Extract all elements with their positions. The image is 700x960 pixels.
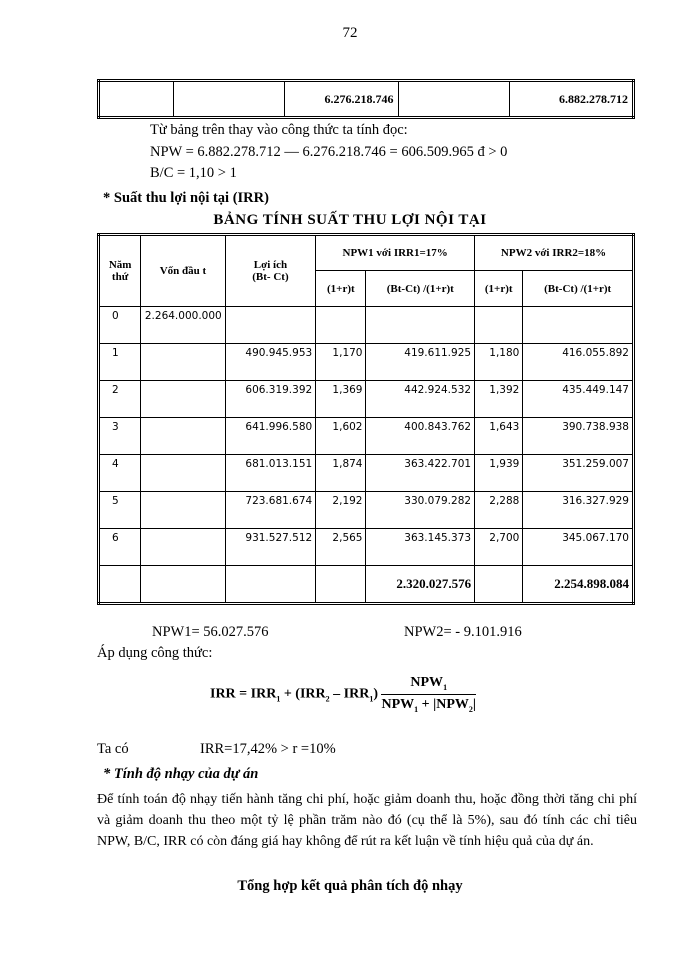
table-row [99,418,634,455]
npw2-result: NPW2= - 9.101.916 [404,624,522,640]
row-year: 6 [99,529,141,566]
row-factor-2: 1,939 [475,455,523,492]
table-row [99,381,634,418]
row-benefit: 641.996.580 [225,418,316,455]
header-benefit [225,235,316,307]
row-discounted-1: 419.611.925 [366,344,475,381]
row-benefit: 606.319.392 [225,381,316,418]
top-cell-a: 6.276.218.746 [285,81,398,118]
table-row [99,344,634,381]
header-npw2: NPW2 với IRR2=18% [475,235,634,271]
row-invest [141,418,225,455]
table-row [99,307,634,344]
row-discounted-1: 363.145.373 [366,529,475,566]
sensitivity-paragraph: Để tính toán độ nhạy tiến hành tăng chi phí, hoặc giảm doanh thu, hoặc đồng thời tăng chi phí và giảm doanh thu theo một tỷ lệ phần trăm nào đó (cụ thể là 5%), sau đó tính các chỉ tiêu NPW, B/C, IRR có còn đáng giá hay không để rút ra kết luận về tính hiệu quả của dự án. [97,792,637,849]
summary-title: Tổng hợp kết quả phân tích độ nhạy [237,878,463,894]
row-invest [141,492,225,529]
header-year: Năm thứ [99,235,141,307]
row-discounted-2: 351.259.007 [523,455,634,492]
header-discounted-2: (Bt-Ct) /(1+r)t [523,271,634,307]
header-benefit-sub: (Bt- Ct) [252,271,289,283]
header-factor-2: (1+r)t [475,271,523,307]
row-factor-1 [316,307,366,344]
sensitivity-heading: * Tính độ nhạy của dự án [103,766,259,782]
row-factor-2 [475,307,523,344]
row-invest: 2.264.000.000 [141,307,225,344]
intro-text: Từ bảng trên thay vào công thức ta tính đọc: [150,122,408,138]
row-benefit [225,307,316,344]
row-benefit: 931.527.512 [225,529,316,566]
taco-label: Ta có [97,741,129,757]
row-invest [141,344,225,381]
row-year: 0 [99,307,141,344]
row-year: 4 [99,455,141,492]
irr-result: IRR=17,42% > r =10% [200,741,336,757]
row-factor-1: 1,874 [316,455,366,492]
row-factor-1: 1,170 [316,344,366,381]
row-discounted-2: 435.449.147 [523,381,634,418]
top-cell-b: 6.882.278.712 [510,81,634,118]
header-factor-1: (1+r)t [316,271,366,307]
row-discounted-2: 345.067.170 [523,529,634,566]
row-year: 1 [99,344,141,381]
row-invest [141,455,225,492]
row-factor-2: 1,392 [475,381,523,418]
header-invest: Vốn đầu t [141,235,225,307]
row-discounted-1: 400.843.762 [366,418,475,455]
npw-line: NPW = 6.882.278.712 — 6.276.218.746 = 606.509.965 đ > 0 [150,144,508,160]
total-npw1: 2.320.027.576 [366,566,475,604]
table-row [99,492,634,529]
irr-heading: * Suất thu lợi nội tại (IRR) [103,190,269,206]
header-discounted-1: (Bt-Ct) /(1+r)t [366,271,475,307]
row-benefit: 490.945.953 [225,344,316,381]
row-discounted-2: 316.327.929 [523,492,634,529]
row-year: 3 [99,418,141,455]
row-discounted-2: 390.738.938 [523,418,634,455]
irr-formula: IRR = $IRR_1 + (IRR_2 - IRR_1)$ $\frac{NPW_1}{NPW_1 + |NPW_2|}$ [210,675,476,714]
irr-fraction: $\frac{NPW_1}{NPW_1 + |NPW_2|}$ [381,675,476,714]
row-factor-2: 2,288 [475,492,523,529]
row-discounted-1 [366,307,475,344]
npw1-result: NPW1= 56.027.576 [152,624,269,640]
apply-formula-text: Áp dụng công thức: [97,645,213,661]
row-factor-2: 1,643 [475,418,523,455]
row-factor-2: 2,700 [475,529,523,566]
row-benefit: 681.013.151 [225,455,316,492]
row-discounted-1: 442.924.532 [366,381,475,418]
row-factor-1: 2,565 [316,529,366,566]
row-invest [141,381,225,418]
row-discounted-2: 416.055.892 [523,344,634,381]
row-factor-2: 1,180 [475,344,523,381]
row-invest [141,529,225,566]
row-discounted-2 [523,307,634,344]
table-title: BẢNG TÍNH SUẤT THU LỢI NỘI TẠI [213,212,487,228]
row-factor-1: 1,602 [316,418,366,455]
row-factor-1: 2,192 [316,492,366,529]
row-discounted-1: 330.079.282 [366,492,475,529]
row-year: 5 [99,492,141,529]
table-row [99,529,634,566]
header-npw1: NPW1 với IRR1=17% [316,235,475,271]
row-factor-1: 1,369 [316,381,366,418]
row-discounted-1: 363.422.701 [366,455,475,492]
row-year: 2 [99,381,141,418]
bc-line: B/C = 1,10 > 1 [150,165,237,181]
header-benefit-label: Lợi ích [253,259,288,271]
row-benefit: 723.681.674 [225,492,316,529]
table-row [99,455,634,492]
total-npw2: 2.254.898.084 [523,566,634,604]
top-partial-table [97,79,635,119]
page-number: 72 [342,25,358,41]
irr-table [97,233,635,605]
